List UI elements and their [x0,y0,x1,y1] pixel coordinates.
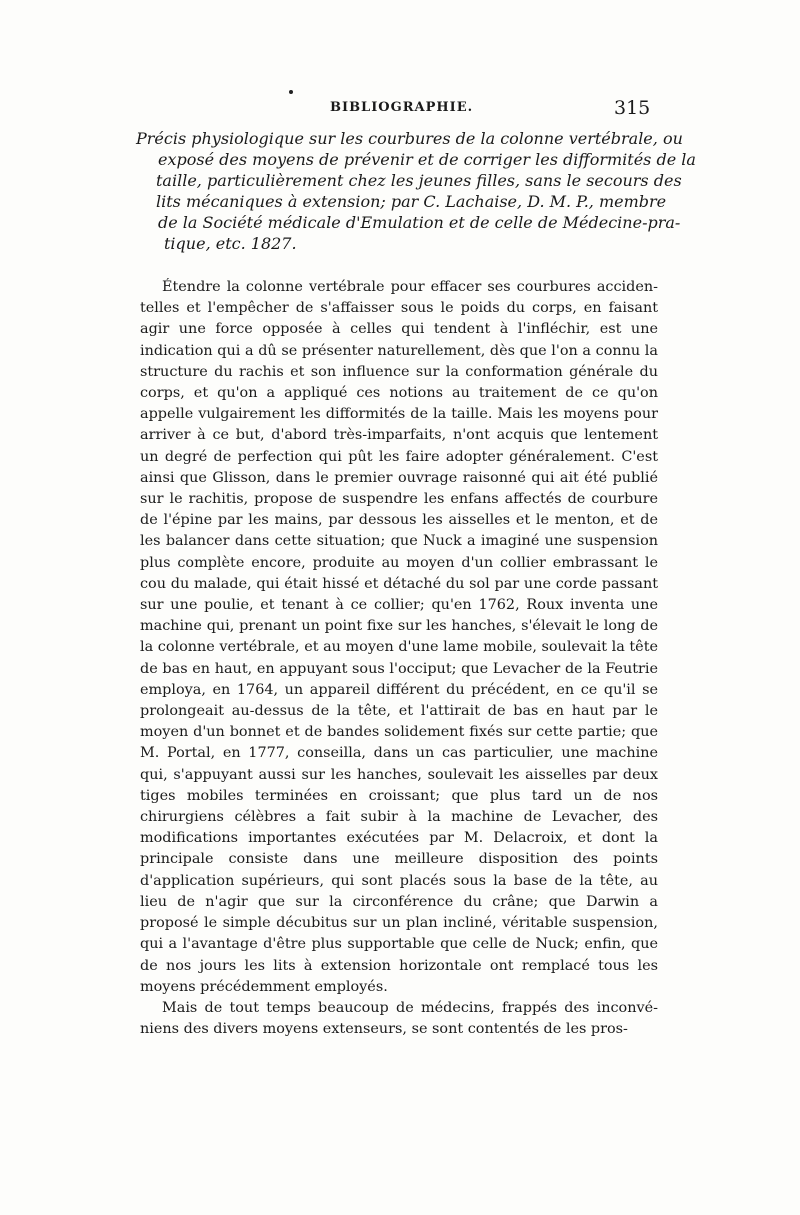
title-line: exposé des moyens de prévenir et de corriger les difformités de la [158,150,696,169]
title-line: tique, etc. 1827. [164,234,297,253]
title-line: taille, particulièrement chez les jeunes filles, sans le secours des [156,171,682,190]
running-head: BIBLIOGRAPHIE. [330,100,474,115]
ink-dot [289,90,293,94]
bibliographic-entry-title [136,128,696,254]
title-line: de la Société médicale d'Emulation et de celle de Médecine-pra- [158,213,681,232]
body-paragraph: Mais de tout temps beaucoup de médecins, frappés des inconvé-niens des divers moyens extenseurs, se sont contentés de les pros- [140,999,658,1038]
page-number: 315 [614,97,651,119]
article-body [140,277,658,1040]
body-paragraph: Étendre la colonne vertébrale pour effacer ses courbures acciden-telles et l'empêcher de s'affaisser sous le poids du corps, en faisant agir une force opposée à celles qui tendent à l'infléchir, est une indication qui a dû se présenter naturellement, dès que l'on a connu la structure du rachis et son influence sur la conformation générale du corps, et qu'on a appliqué ces notions au traitement de ce qu'on appelle vulgairement les difformités de la taille. Mais les moyens pour arriver à ce but, d'abord très-imparfaits, n'ont acquis que lentement un degré de perfection qui pût les faire adopter généralement. C'est ainsi que Glisson, dans le premier ouvrage raisonné qui ait été publié sur le rachitis, propose de suspendre les enfans affectés de courbure de l'épine par les mains, par dessous les aisselles et le menton, et de les balancer dans cette situation; que Nuck a imaginé une suspension plus complète encore, produite au moyen d'un collier embrassant le cou du malade, qui était hissé et détaché du sol par une corde passant sur une poulie, et tenant à ce collier; qu'en 1762, Roux inventa une machine qui, prenant un point fixe sur les hanches, s'élevait le long de la colonne vertébrale, et au moyen d'une lame mobile, soulevait la tête de bas en haut, en appuyant sous l'occiput; que Levacher de la Feutrie employa, en 1764, un appareil différent du précédent, en ce qu'il se prolongeait au-dessus de la tête, et l'attirait de bas en haut par le moyen d'un bonnet et de bandes solidement fixés sur cette partie; que M. Portal, en 1777, conseilla, dans un cas particulier, une machine qui, s'appuyant aussi sur les hanches, soulevait les aisselles par deux tiges mobiles terminées en croissant; que plus tard un de nos chirurgiens célèbres a fait subir à la machine de Levacher, des modifications importantes exécutées par M. Delacroix, et dont la principale consiste dans une meilleure disposition des points d'application supérieurs, qui sont placés sous la base de la tête, au lieu de n'agir que sur la circonférence du crâne; que Darwin a proposé le simple décubitus sur un plan incliné, véritable suspension, qui a l'avantage d'être plus supportable que celle de Nuck; enfin, que de nos jours les lits à extension horizontale ont remplacé tous les moyens précédemment employés. [140,279,658,995]
title-line: lits mécaniques à extension; par C. Lachaise, D. M. P., membre [156,192,667,211]
title-line: Précis physiologique sur les courbures de la colonne vertébrale, ou [136,129,683,148]
